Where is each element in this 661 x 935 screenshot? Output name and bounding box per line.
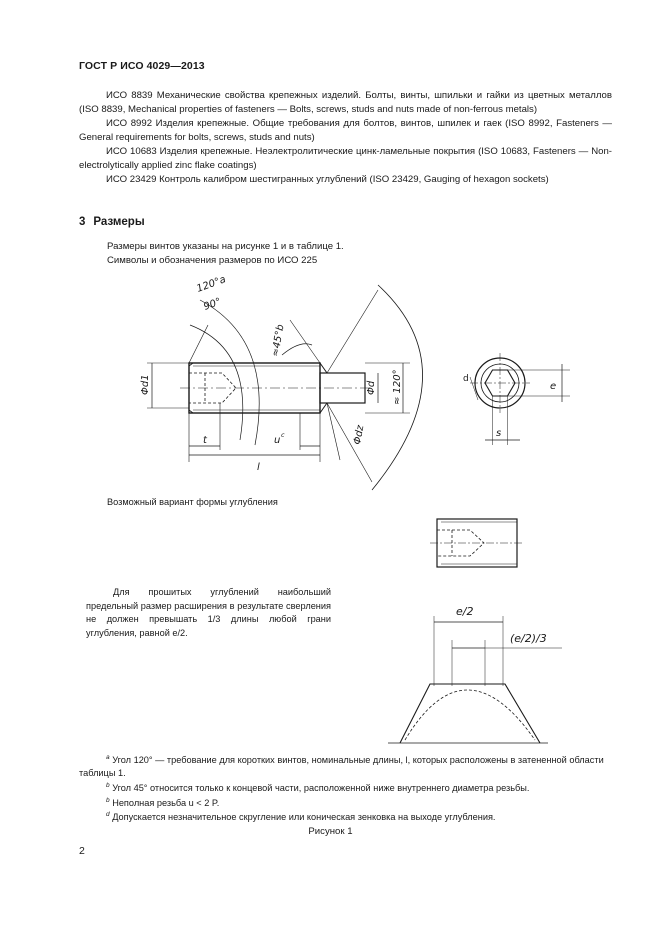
label-angle-120a: 120°a [195,274,228,295]
label-d-small: d [463,374,469,384]
label-angle-120-approx: ≈ 120° [392,369,403,405]
reference-iso-8992: ИСО 8992 Изделия крепежные. Общие требования для болтов, винтов, шпилек и гаек (ISO 8992, Fasteners — General requirements for bolts, screws, studs and nuts) [79,118,612,143]
label-e-half-third: (e/2)/3 [510,632,547,645]
label-d: Φd [366,380,377,395]
figure-caption: Рисунок 1 [308,826,353,837]
intro-line-1: Размеры винтов указаны на рисунке 1 и в таблице 1. [107,241,344,252]
label-e: e [550,381,557,392]
label-u-superscript: c [281,431,285,439]
reference-iso-8839: ИСО 8839 Механические свойства крепежных изделий. Болты, винты, шпильки и гайки из цветных металлов (ISO 8839, Mechanical properties of fasteners — Bolts, screws, studs and nuts made of non-ferrous metals) [79,90,612,115]
label-l: l [257,462,260,473]
footnotes [79,752,614,824]
end-view [470,353,570,445]
document-code: ГОСТ Р ИСО 4029—2013 [79,60,205,72]
label-s: s [496,428,502,439]
reference-iso-10683: ИСО 10683 Изделия крепежные. Неэлектролитические цинк-ламельные покрытия (ISO 10683, Fasteners — Non-electrolytically applied zinc flake coatings) [79,146,612,171]
footnote: $^a$ Угол 120° — требование для коротких винтов, номинальные длины, l, которых расположены в затененной области таблицы 1. [79,754,604,778]
label-dz: Φdz [352,424,367,446]
section-title: Размеры [93,216,145,228]
label-d1: Φd1 [140,374,151,395]
page-number: 2 [79,845,85,857]
label-e-half: e/2 [456,605,474,618]
footnote: $^d$ Допускается незначительное скругление или коническая зенковка на выходе углубления. [106,811,496,823]
reference-iso-23429: ИСО 23429 Контроль калибром шестигранных углублений (ISO 23429, Gauging of hexagon sockets) [106,174,549,185]
label-angle-45b: ≈45°b [270,323,287,358]
section-number: 3 [79,216,86,228]
variant-socket-view [430,519,522,567]
figure-note: Для прошитых углублений наибольший предельный размер расширения в результате сверления не должен превышать 1/3 длины любой грани углубления, равной e/2. [86,587,331,638]
intro-line-2: Символы и обозначения размеров по ИСО 225 [107,255,318,266]
label-u: u [274,435,281,446]
label-angle-90: 90° [202,296,223,313]
footnote: $^b$ Неполная резьба u < 2 P. [106,796,220,808]
footnote: $^b$ Угол 45° относится только к концевой части, расположенной ниже внутреннего диаметра резьбы. [106,781,530,793]
variant-caption: Возможный вариант формы углубления [107,497,278,507]
label-t: t [203,435,207,446]
